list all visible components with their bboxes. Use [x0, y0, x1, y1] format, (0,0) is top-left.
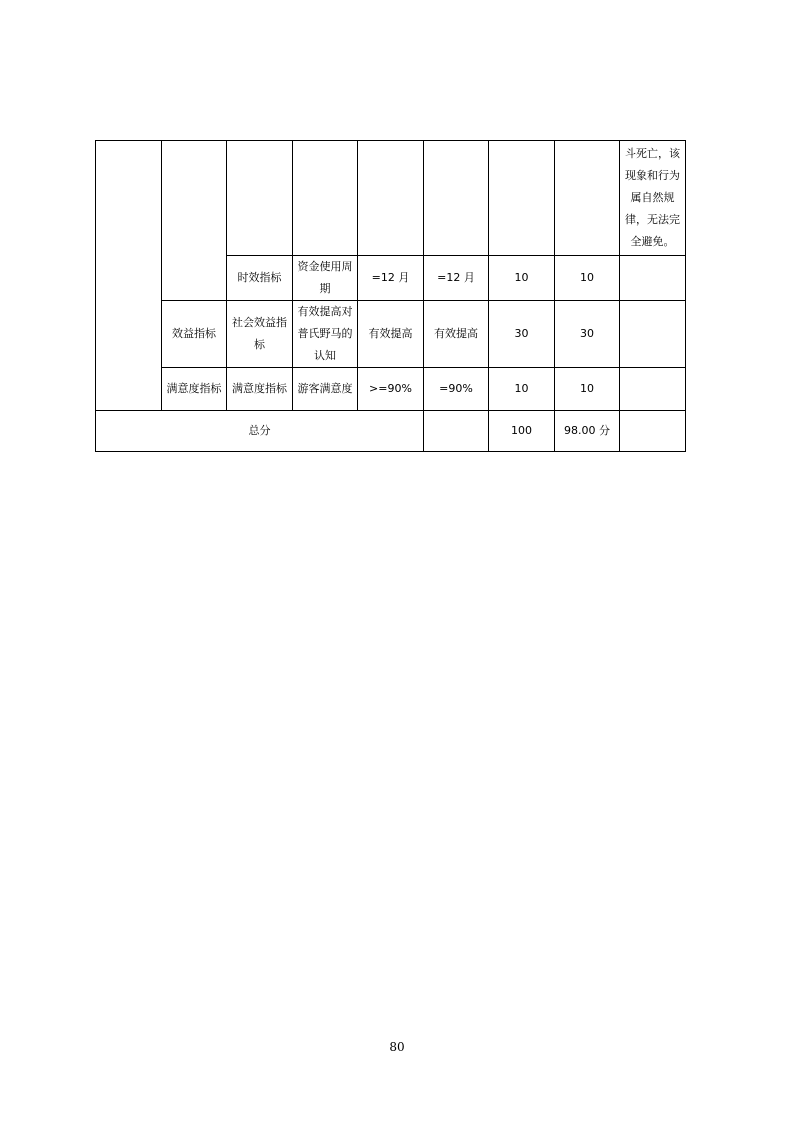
- score-cell: 30: [555, 301, 620, 368]
- actual-cell: [424, 141, 489, 256]
- tertiary-category-cell: 满意度指标: [227, 368, 293, 411]
- actual-cell: =90%: [424, 368, 489, 411]
- primary-category-cell: [96, 141, 162, 411]
- note-cell: [620, 368, 686, 411]
- actual-cell: =12 月: [424, 256, 489, 301]
- target-cell: >=90%: [358, 368, 424, 411]
- table-row-social-benefit: [96, 301, 686, 368]
- indicator-cell: 资金使用周期: [293, 256, 358, 301]
- score-cell: 10: [555, 256, 620, 301]
- score-cell: 98.00 分: [555, 411, 620, 452]
- note-cell: 斗死亡，该现象和行为属自然规律，无法完全避免。: [620, 141, 686, 256]
- secondary-category-cell: 满意度指标: [162, 368, 227, 411]
- actual-cell: 有效提高: [424, 301, 489, 368]
- tertiary-category-cell: 社会效益指标: [227, 301, 293, 368]
- weight-cell: 100: [489, 411, 555, 452]
- page-number: 80: [389, 1040, 405, 1054]
- weight-cell: 30: [489, 301, 555, 368]
- table-row-satisfaction: [96, 368, 686, 411]
- note-cell: [620, 411, 686, 452]
- performance-table: [95, 140, 686, 452]
- score-cell: 10: [555, 368, 620, 411]
- weight-cell: [489, 141, 555, 256]
- score-cell: [555, 141, 620, 256]
- secondary-category-cell: 效益指标: [162, 301, 227, 368]
- indicator-cell: 有效提高对普氏野马的认知: [293, 301, 358, 368]
- note-cell: [620, 301, 686, 368]
- weight-cell: 10: [489, 256, 555, 301]
- target-cell: =12 月: [358, 256, 424, 301]
- target-cell: [358, 141, 424, 256]
- indicator-cell: [293, 141, 358, 256]
- tertiary-category-cell: [227, 141, 293, 256]
- table-row-total: [96, 411, 686, 452]
- weight-cell: 10: [489, 368, 555, 411]
- indicator-cell: 游客满意度: [293, 368, 358, 411]
- total-label-cell: 总分: [96, 411, 424, 452]
- actual-cell: [424, 411, 489, 452]
- table-row-continued: [96, 141, 686, 256]
- target-cell: 有效提高: [358, 301, 424, 368]
- tertiary-category-cell: 时效指标: [227, 256, 293, 301]
- note-cell: [620, 256, 686, 301]
- secondary-category-cell: [162, 141, 227, 301]
